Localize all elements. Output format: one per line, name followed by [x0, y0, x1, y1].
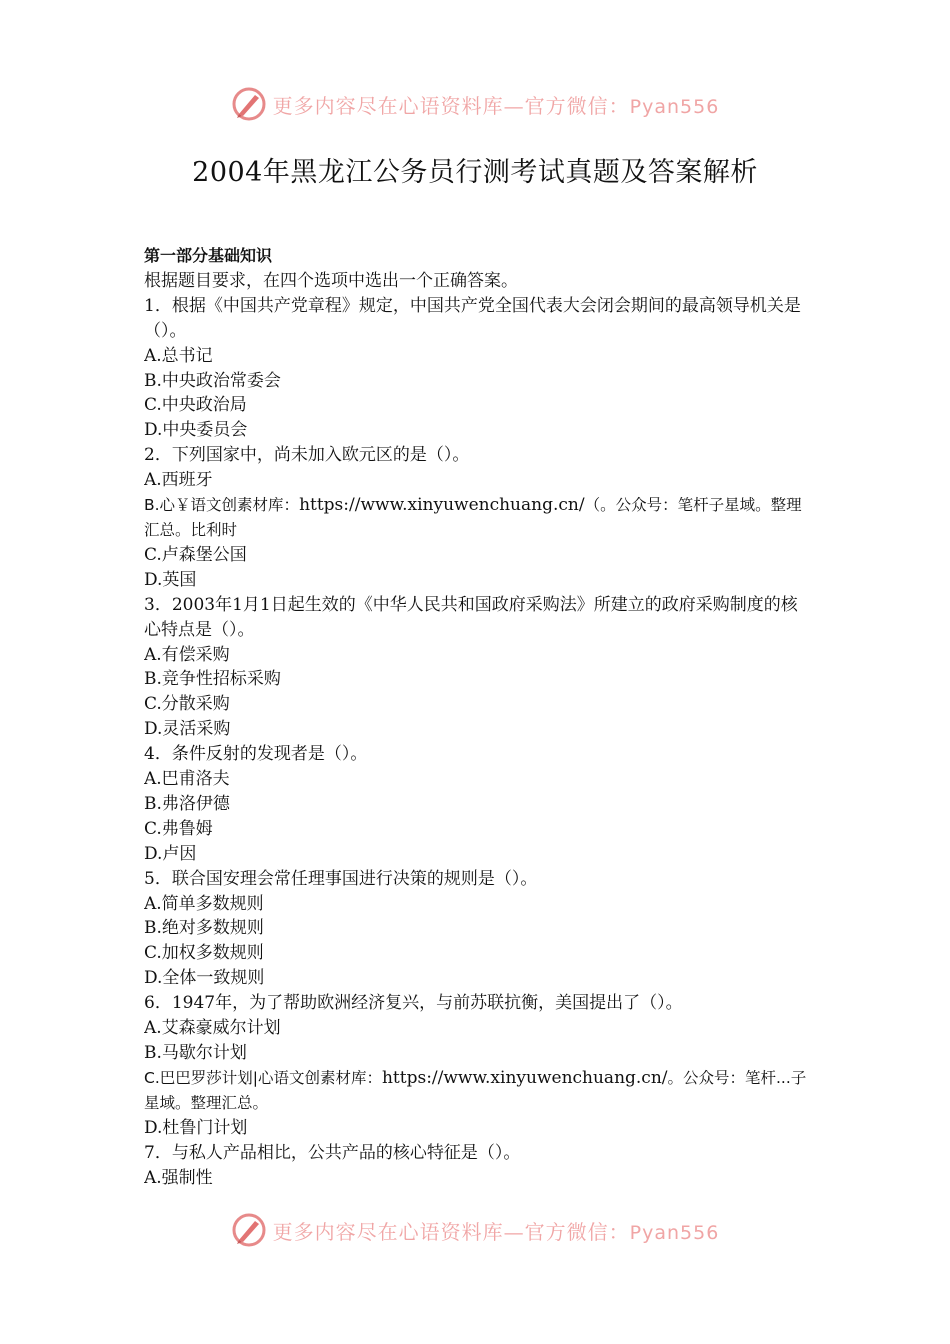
document-title: 2004年黑龙江公务员行测考试真题及答案解析 [192, 157, 758, 188]
question-2: 2．下列国家中，尚未加入欧元区的是（）。 [144, 445, 470, 466]
header-wechat-id: Pyan556 [629, 95, 720, 118]
option-line: D.灵活采购 [144, 719, 231, 740]
document-body [144, 244, 814, 1190]
question-6: 6．1947年，为了帮助欧洲经济复兴，与前苏联抗衡，美国提出了（）。 [144, 993, 683, 1014]
question-7: 7．与私人产品相比，公共产品的核心特征是（）。 [144, 1142, 521, 1163]
option-line: D.中央委员会 [144, 420, 248, 441]
option-line: D.卢因 [144, 843, 197, 864]
question-3: 3．2003年1月1日起生效的《中华人民共和国政府采购法》所建立的政府采购制度的核心特点是（）。 [144, 594, 798, 640]
question-4: 4．条件反射的发现者是（）。 [144, 744, 368, 765]
option-line: A.艾森豪威尔计划 [144, 1018, 281, 1039]
option-line: A.西班牙 [144, 470, 213, 491]
option-line: A.巴甫洛夫 [144, 769, 230, 790]
option-line: A.有偿采购 [144, 644, 230, 665]
option-line: B.中央政治常委会 [144, 370, 281, 391]
option-line: C.弗鲁姆 [144, 818, 213, 839]
option-line: C.分散采购 [144, 694, 230, 715]
question-1: 1．根据《中国共产党章程》规定，中国共产党全国代表大会闭会期间的最高领导机关是（）。 [144, 295, 801, 341]
option-line: B.弗洛伊德 [144, 793, 230, 814]
header-banner [0, 82, 950, 126]
option-line: D.全体一致规则 [144, 968, 265, 989]
section-heading: 第一部分基础知识 [144, 246, 273, 265]
pen-logo-icon [231, 86, 267, 122]
option-line: C.加权多数规则 [144, 943, 264, 964]
option-line: A.总书记 [144, 345, 213, 366]
pen-logo-icon [231, 1212, 267, 1248]
option-line: A.强制性 [144, 1167, 213, 1188]
watermark-url: https://www.xinyuwenchuang.cn/ [299, 495, 585, 516]
option-line: C.卢森堡公国 [144, 544, 247, 565]
option-line: B.马歇尔计划 [144, 1043, 247, 1063]
footer-banner-text: 更多内容尽在心语资料库—官方微信：Pyan556 [272, 1219, 720, 1244]
option-line: B.竞争性招标采购 [144, 669, 281, 690]
watermark-url: https://www.xinyuwenchuang.cn/ [381, 1067, 668, 1088]
option-line: D.英国 [144, 569, 197, 590]
option-line: D.杜鲁门计划 [144, 1117, 248, 1138]
footer-banner [0, 1208, 950, 1252]
option-line: B.绝对多数规则 [144, 918, 264, 939]
footer-wechat-id: Pyan556 [629, 1221, 720, 1244]
option-line: A.简单多数规则 [144, 893, 264, 914]
option-line-watermark: B.心￥语文创素材库：https://www.xinyuwenchuang.cn/（。公众号：笔杆子星域。整理汇总。比利时 [144, 495, 802, 539]
option-line-watermark: C.巴巴罗莎计划|心语文创素材库：https://www.xinyuwenchuang.cn/。公众号：笔杆...子星域。整理汇总。 [144, 1067, 807, 1112]
instruction-text: 根据题目要求，在四个选项中选出一个正确答案。 [144, 270, 518, 291]
option-line: C.中央政治局 [144, 395, 247, 416]
question-5: 5．联合国安理会常任理事国进行决策的规则是（）。 [144, 868, 538, 889]
header-banner-text: 更多内容尽在心语资料库—官方微信：Pyan556 [272, 93, 720, 118]
